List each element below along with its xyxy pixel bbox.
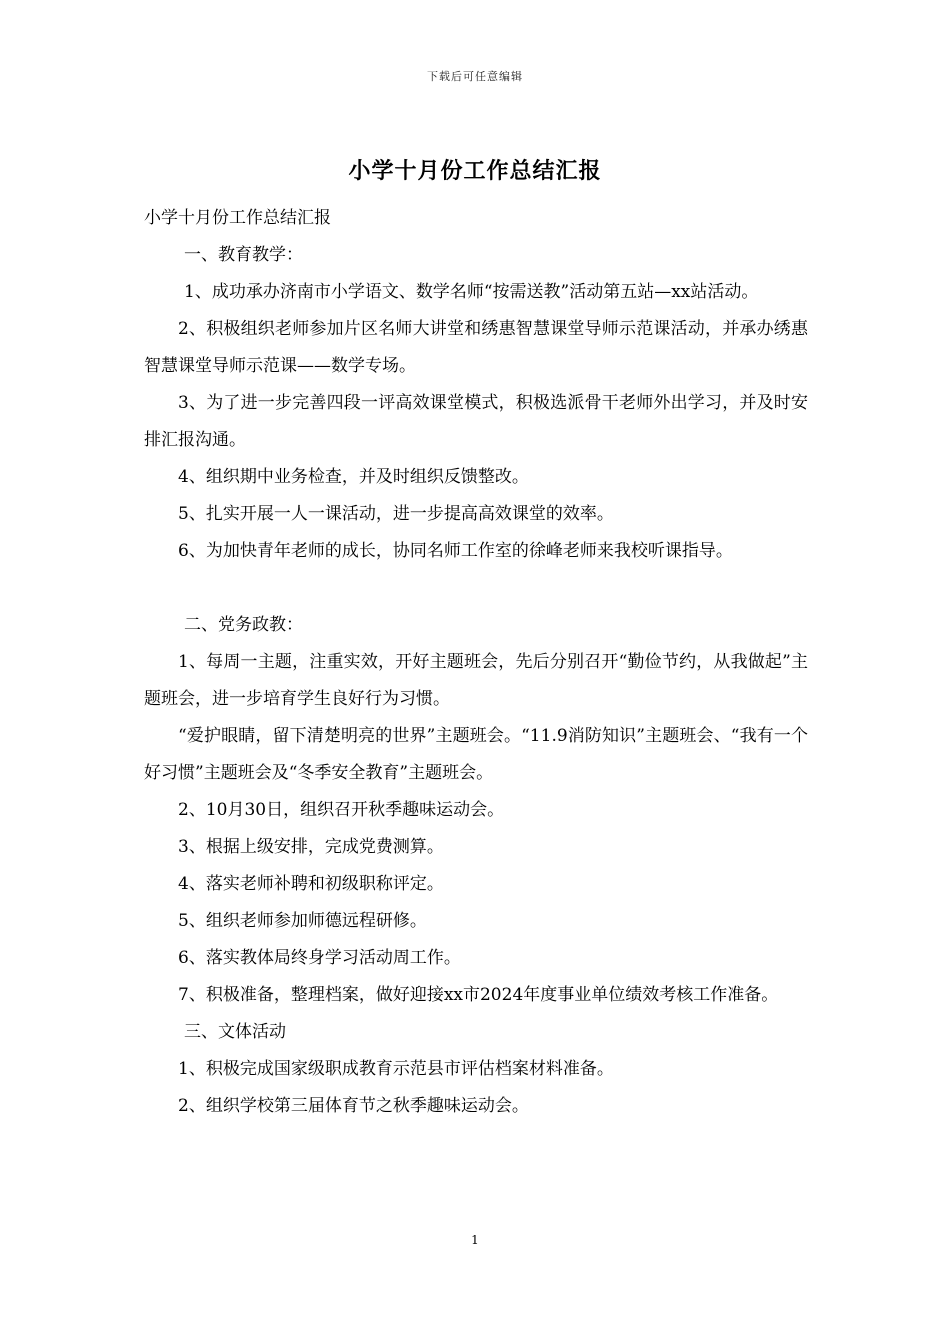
paragraph: 1、每周一主题，注重实效，开好主题班会，先后分别召开“勤俭节约，从我做起”主题班会，进一步培育学生良好行为习惯。 — [144, 652, 808, 709]
paragraph: 7、积极准备，整理档案，做好迎接xx市2024年度事业单位绩效考核工作准备。 — [178, 985, 779, 1005]
paragraph: 2、组织学校第三届体育节之秋季趣味运动会。 — [178, 1096, 529, 1116]
paragraph: “爱护眼睛，留下清楚明亮的世界”主题班会。“11.9消防知识”主题班会、“我有一个好习惯”主题班会及“冬季安全教育”主题班会。 — [144, 726, 808, 783]
section-heading-culture-sports: 三、文体活动 — [184, 1022, 286, 1042]
section-heading-education: 一、教育教学： — [184, 245, 303, 265]
paragraph: 6、为加快青年老师的成长，协同名师工作室的徐峰老师来我校听课指导。 — [178, 541, 733, 561]
paragraph: 6、落实教体局终身学习活动周工作。 — [178, 948, 461, 968]
paragraph: 5、组织老师参加师德远程研修。 — [178, 911, 427, 931]
paragraph: 2、积极组织老师参加片区名师大讲堂和绣惠智慧课堂导师示范课活动，并承办绣惠智慧课堂导师示范课——数学专场。 — [144, 319, 808, 376]
paragraph: 1、成功承办济南市小学语文、数学名师“按需送教”活动第五站—xx站活动。 — [184, 282, 759, 302]
paragraph: 3、为了进一步完善四段一评高效课堂模式，积极选派骨干老师外出学习，并及时安排汇报沟通。 — [144, 393, 808, 450]
paragraph: 5、扎实开展一人一课活动，进一步提高高效课堂的效率。 — [178, 504, 614, 524]
page-number: 1 — [471, 1233, 479, 1247]
paragraph: 4、落实老师补聘和初级职称评定。 — [178, 874, 444, 894]
paragraph: 1、积极完成国家级职成教育示范县市评估档案材料准备。 — [178, 1059, 614, 1079]
blank-line — [144, 570, 808, 607]
section-heading-party: 二、党务政教： — [184, 615, 303, 635]
document-title: 小学十月份工作总结汇报 — [348, 158, 602, 184]
page-header: 下载后可任意编辑 — [427, 70, 523, 83]
subtitle-line: 小学十月份工作总结汇报 — [144, 208, 331, 228]
paragraph: 2、10月30日，组织召开秋季趣味运动会。 — [178, 800, 505, 820]
paragraph: 4、组织期中业务检查，并及时组织反馈整改。 — [178, 467, 529, 487]
document-body — [144, 200, 808, 1125]
paragraph: 3、根据上级安排，完成党费测算。 — [178, 837, 444, 857]
